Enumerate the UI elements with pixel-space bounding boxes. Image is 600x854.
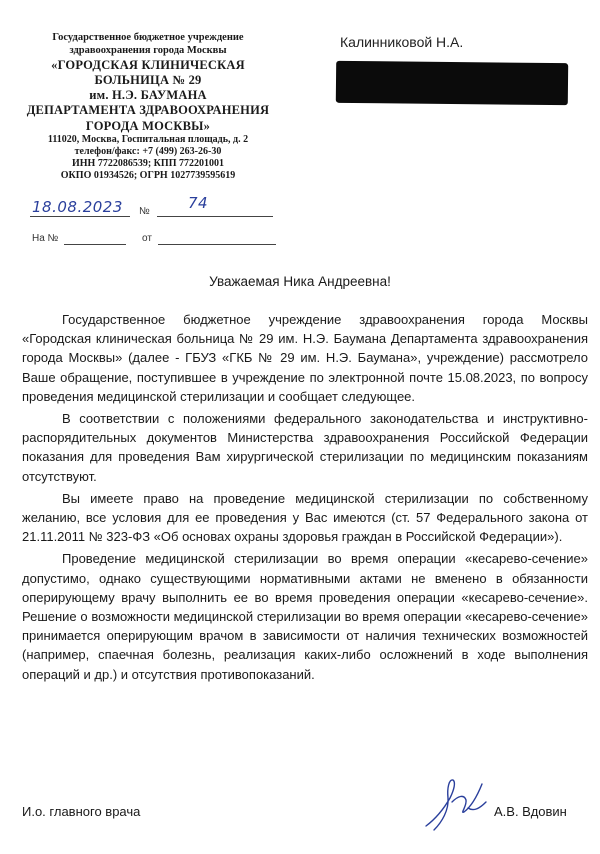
recipient-name: Калинниковой Н.А. — [340, 34, 464, 50]
letterhead-name-5: ГОРОДА МОСКВЫ» — [85, 118, 211, 133]
paragraph-2: В соответствии с положениями федерального законодательства и инструктивно-распорядительных документов Министерства здравоохранения Российской Федерации показания для проведения Вам хирургической стерилизации по медицинским показаниям отсутствуют. — [22, 411, 588, 484]
letterhead-name-4: ДЕПАРТАМЕНТА ЗДРАВООХРАНЕНИЯ — [26, 103, 270, 118]
ref-label: На № — [32, 233, 59, 244]
letterhead-address: 111020, Москва, Госпитальная площадь, д. 2 — [47, 133, 249, 145]
ref-underline — [64, 244, 126, 245]
paragraph-4: Проведение медицинской стерилизации во время операции «кесарево-сечение» допустимо, однако существующими нормативными актами не вменено в обязанности оперирующему врачу выполнить ее во время проведения операции «кесарево-сечение». Решение о возможности медицинской стерилизации во время операции «кесарево-сечение» принимается оперирующим врачом в зависимости от наличия технических возможностей (например, спаечная болезнь, реализация каких-либо осложнений в ходе выполнения операций и др.) и отсутствия противопоказаний. — [22, 551, 588, 682]
salutation: Уважаемая Ника Андреевна! — [209, 274, 391, 289]
from-underline — [158, 244, 276, 245]
letterhead-name-2: БОЛЬНИЦА № 29 — [94, 72, 202, 87]
number-label: № — [139, 206, 150, 217]
redacted-email-block — [336, 61, 568, 105]
letterhead-inn: ИНН 7722086539; КПП 772201001 — [72, 158, 224, 170]
letterhead-name-3: им. Н.Э. БАУМАНА — [89, 88, 207, 103]
letterhead-phone: телефон/факс: +7 (499) 263-26-30 — [74, 146, 222, 158]
signatory-position: И.о. главного врача — [22, 804, 141, 819]
handwritten-signature — [420, 772, 500, 836]
paragraph-1: Государственное бюджетное учреждение здравоохранения города Москвы «Городская клиническая больница № 29 им. Н.Э. Баумана Департамента здравоохранения города Москвы» (далее - ГБУЗ «ГКБ № 29 им. Н.Э. Баумана», учреждение) рассмотрело Ваше обращение, поступившее в учреждение по электронной почте 15.08.2023, по вопросу проведения медицинской стерилизации и сообщает следующее. — [22, 312, 588, 404]
date-underline — [30, 216, 130, 217]
letterhead-okpo: ОКПО 01934526; ОГРН 1027739595619 — [60, 170, 236, 182]
paragraph-3: Вы имеете право на проведение медицинской стерилизации по собственному желанию, все условия для ее проведения у Вас имеются (ст. 57 Федерального закона от 21.11.2011 № 323-ФЗ «Об основах охраны здоровья граждан в Российской Федерации»). — [22, 490, 588, 545]
letterhead-name-1: «ГОРОДСКАЯ КЛИНИЧЕСКАЯ — [51, 57, 245, 72]
handwritten-date: 18.08.2023 — [32, 198, 123, 216]
signatory-name: А.В. Вдовин — [494, 804, 567, 819]
letterhead — [14, 32, 282, 183]
letterhead-org-type: Государственное бюджетное учреждение — [52, 32, 244, 43]
letter-body — [22, 310, 588, 687]
number-underline — [157, 216, 273, 217]
handwritten-number: 74 — [188, 194, 209, 212]
from-label: от — [142, 233, 152, 244]
letterhead-org-city: здравоохранения города Москвы — [69, 44, 227, 56]
